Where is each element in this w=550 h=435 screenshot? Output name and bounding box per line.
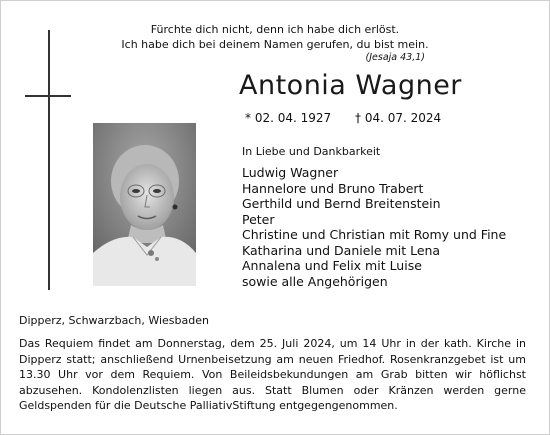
- mourner-line: Katharina und Daniele mit Lena: [242, 242, 441, 258]
- verse-line-2: Ich habe dich bei deinem Namen gerufen, du bist mein.: [121, 38, 429, 51]
- verse-source: (Jesaja 43,1): [365, 52, 425, 63]
- bible-verse: [120, 22, 430, 52]
- cross-icon-vertical: [48, 30, 50, 290]
- portrait-image: [93, 123, 196, 286]
- mourners-list: [242, 165, 542, 289]
- portrait-photo: [93, 123, 196, 286]
- death-date: † 04. 07. 2024: [355, 111, 442, 125]
- place-line: Dipperz, Schwarzbach, Wiesbaden: [19, 314, 209, 327]
- mourner-line: Gerthild und Bernd Breitenstein: [242, 196, 441, 211]
- verse-line-1: Fürchte dich nicht, denn ich habe dich erlöst.: [150, 23, 400, 36]
- mourner-line: Ludwig Wagner: [242, 165, 339, 180]
- mourners-intro: In Liebe und Dankbarkeit: [242, 145, 381, 158]
- birth-date: * 02. 04. 1927: [245, 111, 332, 125]
- mourner-line: sowie alle Angehörigen: [242, 273, 388, 289]
- mourner-line: Annalena und Felix mit Luise: [242, 258, 422, 273]
- deceased-name: Antonia Wagner: [239, 70, 462, 101]
- mourner-line: Hannelore und Bruno Trabert: [242, 180, 424, 196]
- mourner-line: Christine und Christian mit Romy und Fine: [242, 227, 507, 242]
- cross-icon-horizontal: [25, 95, 71, 97]
- service-notice: Das Requiem findet am Donnerstag, dem 25. Juli 2024, um 14 Uhr in der kath. Kirche in Dipperz statt; anschließend Urnenbeisetzung am neuen Friedhof. Rosenkranzgebet ist um 13.30 Uhr vor dem Requiem. Von Beileidsbekundungen am Grab bitten wir höflichst abzusehen. Kondolenzlisten liegen aus. Statt Blumen oder Kränzen werden gerne Geldspenden für die Deutsche PalliativStiftung entgegengenommen.: [19, 337, 526, 412]
- mourner-line: Peter: [242, 211, 275, 227]
